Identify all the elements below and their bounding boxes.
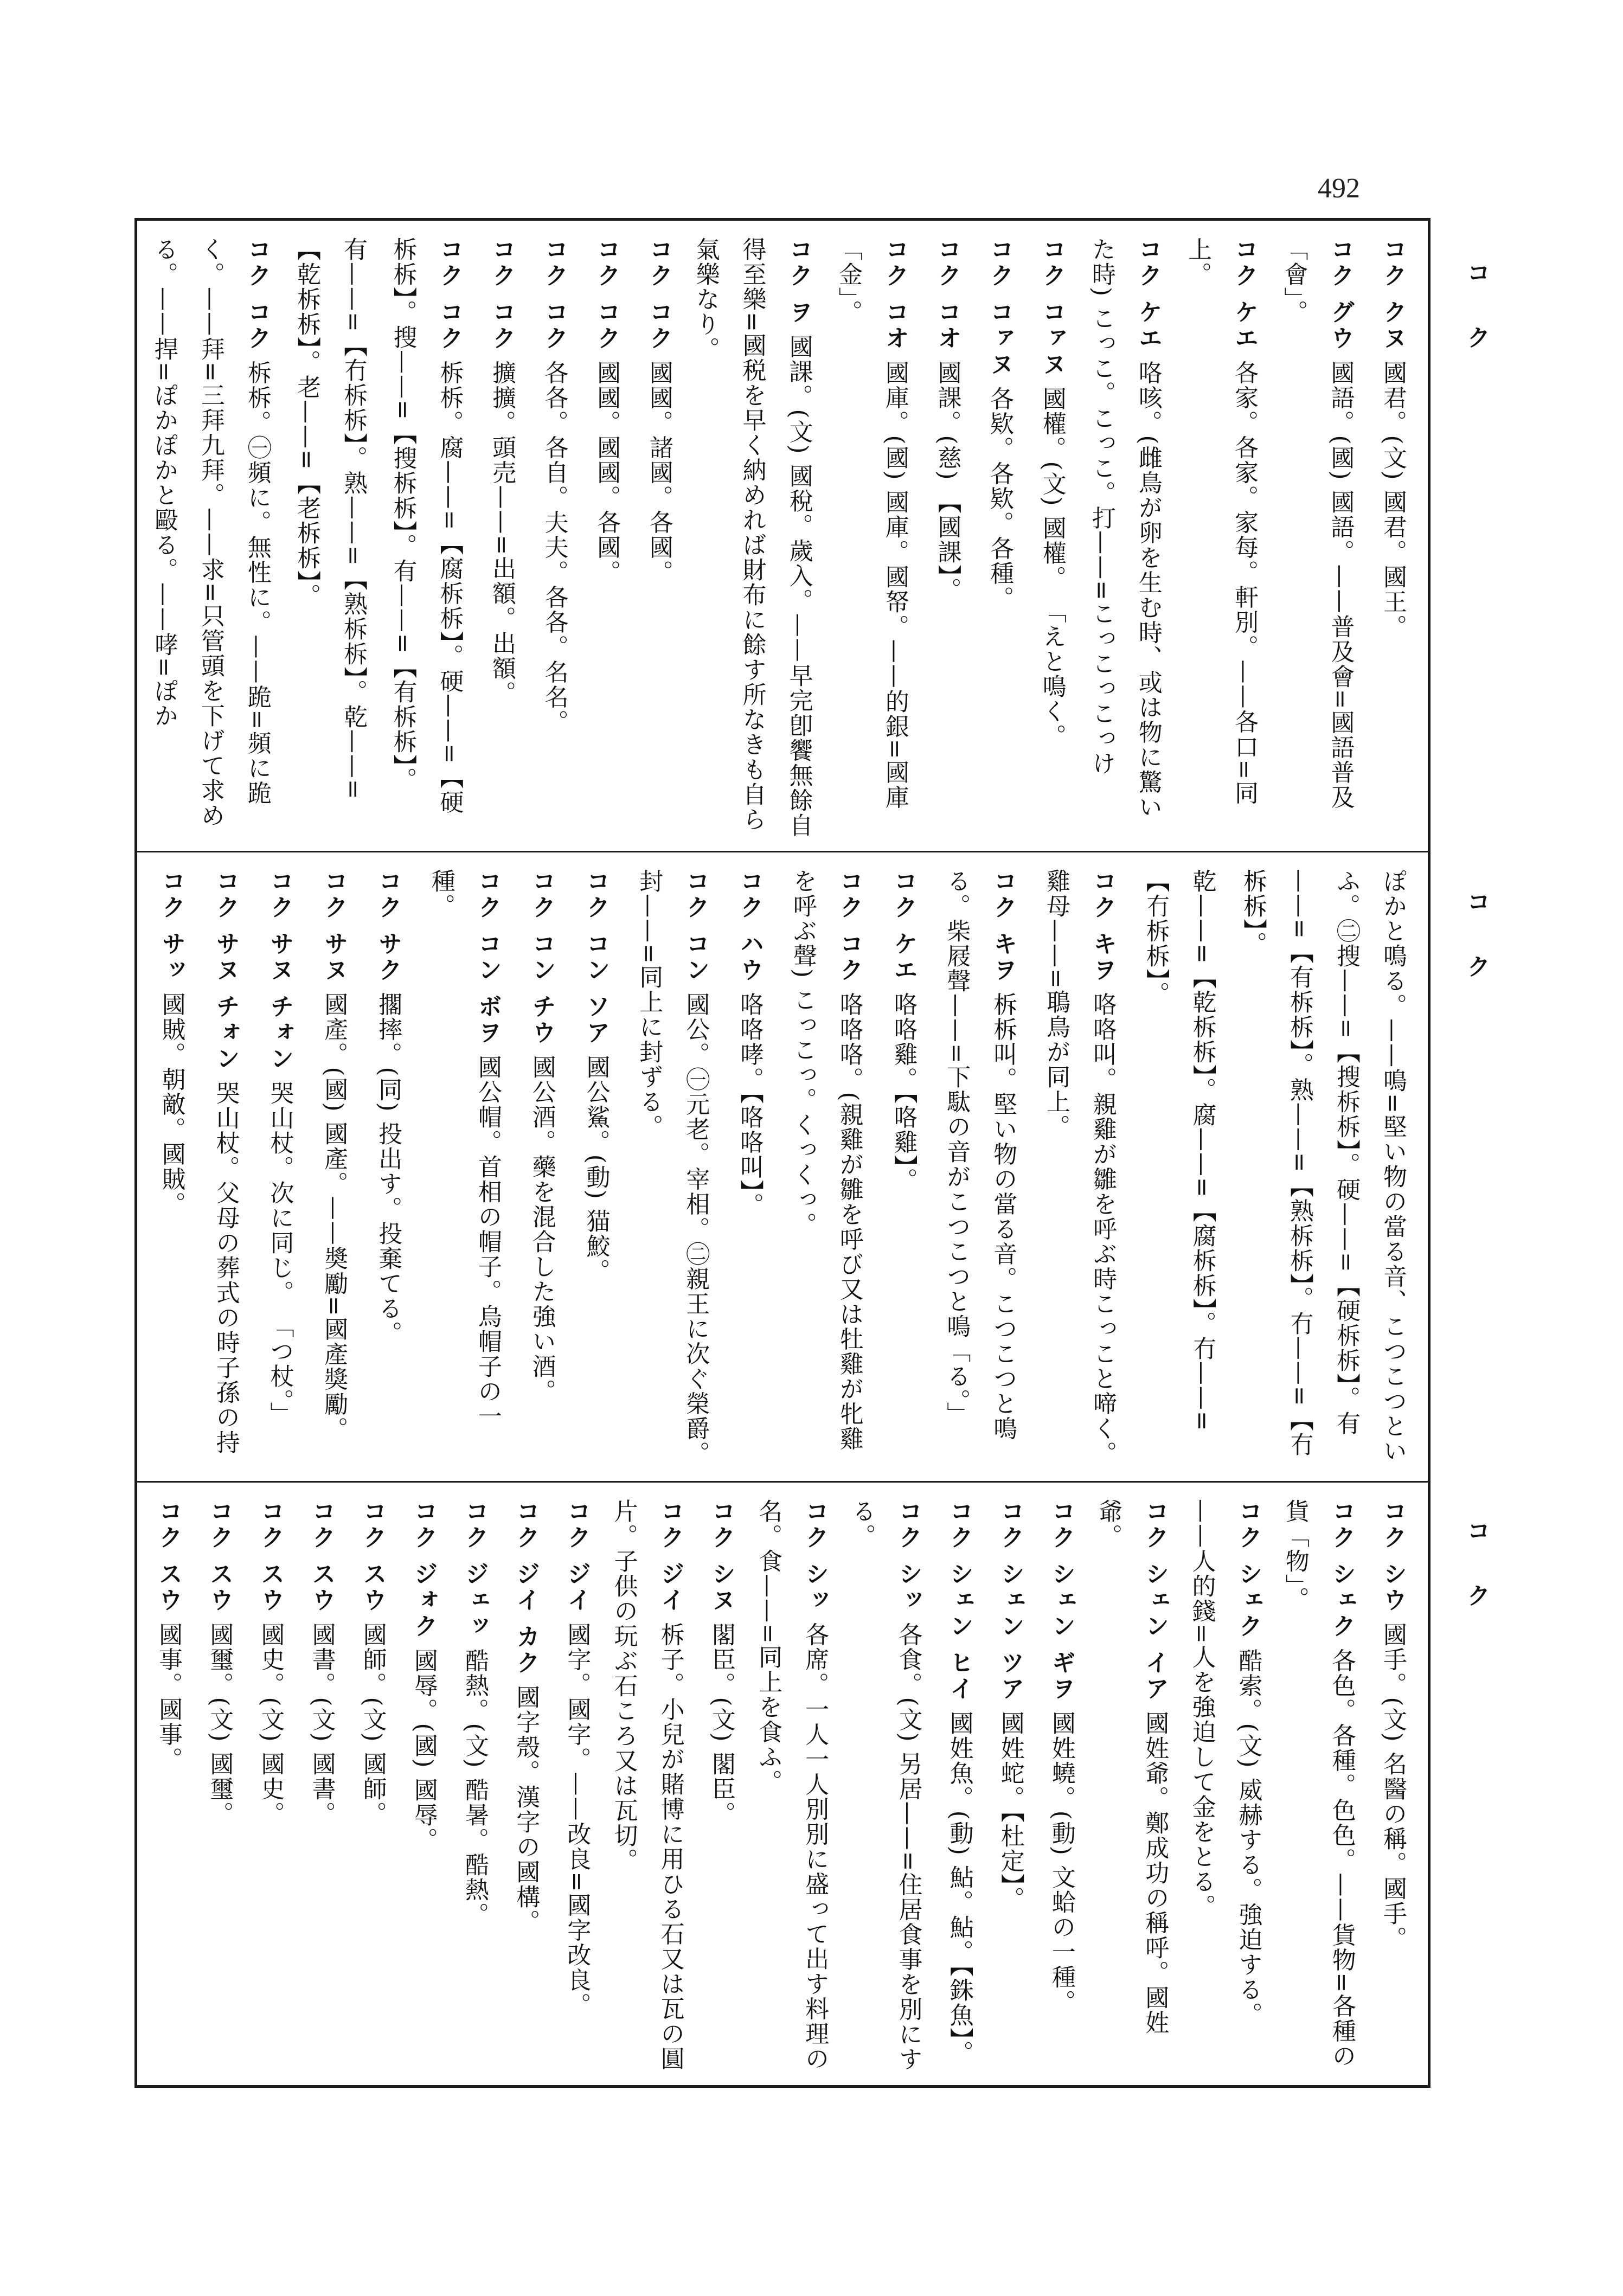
entry-definition: 國公帽。首相の帽子。烏帽子の一種。 [427, 869, 502, 1429]
dictionary-entry [481, 237, 525, 838]
dictionary-entry [519, 869, 565, 1468]
entry-definition: 國國。諸國。各國。 [645, 360, 673, 585]
dictionary-frame [134, 218, 1430, 2088]
entry-definition: 各各。各自。夫夫。各各。名名。 [540, 360, 568, 735]
entry-headword: コク ケエ [1134, 237, 1162, 352]
entry-definition: 咯咯咯。(親雞が雛を呼び又は牡雞が牝雞を呼ぶ聲) こっこっ。くっくっ。 [788, 869, 863, 1452]
entry-headword: コク クヌ [1379, 237, 1407, 352]
entry-definition: 咯咯哮。【咯咯叫】。 [736, 992, 764, 1218]
entry-definition: 酷索。(文) 威赫する。強迫する。——人的錢=人を強迫して金をとる。 [1188, 1499, 1262, 2027]
entry-headword: コク シェン ツア [996, 1499, 1024, 1702]
dictionary-entry [149, 1499, 191, 2072]
entry-headword: コク スウ [358, 1499, 387, 1614]
dictionary-entry [691, 237, 822, 838]
entry-definition: 柝子。小兒が賭博に用ひる石又は瓦の圓片。子供の玩ぶ石ころ又は瓦切。 [610, 1499, 684, 2071]
entry-definition: 國國。國國。各國。 [593, 360, 621, 585]
dictionary-entry [1035, 869, 1126, 1468]
entry-definition: 國權。(文) 國權。 「えと鳴く。 [1038, 386, 1066, 749]
entry-definition: 咯咯叫。親雞が雛を呼ぶ時こっこと啼く。雞母——=鵈鳥が同上。 [1042, 869, 1117, 1466]
dictionary-entry [251, 1499, 293, 2072]
dictionary-entry [311, 869, 357, 1468]
entry-definition: 有——=【冇柝柝】。熟——=【熟柝柝】。乾——=【乾柝柝】。老——=【老柝柝】。 [293, 237, 368, 800]
dictionary-entry [638, 237, 682, 838]
entry-definition: 國產。(國) 國產。——奬勵=國產獎勵。 [320, 992, 348, 1442]
dictionary-entry [727, 869, 773, 1468]
dictionary-entry [149, 237, 280, 838]
entry-definition: 柝柝叫。堅い物の當る音。こつこつと鳴る。柴屐聲——=下駄の音がこつこつと鳴「る。」 [942, 869, 1017, 1441]
entry-headword: コク シェン イア [1141, 1499, 1169, 1702]
entry-headword: コク シッ [894, 1499, 922, 1614]
entry-headword: コク サク [374, 869, 402, 984]
entry-headword: コク シェク [1234, 1499, 1262, 1640]
dictionary-entry [200, 1499, 242, 2072]
entry-headword: コク シェン ヒイ [945, 1499, 973, 1702]
dictionary-entry [354, 1499, 396, 2072]
page-number: 492 [1318, 173, 1360, 204]
dictionary-entry [1042, 1499, 1085, 2072]
entry-definition: 國課。(慈) 【國課】。 [933, 360, 961, 602]
dictionary-entry [1280, 1499, 1365, 2072]
entry-headword: コク スウ [307, 1499, 336, 1614]
dictionary-entry [1031, 237, 1075, 838]
entry-headword: コク ハウ [736, 869, 764, 984]
entry-headword: コク ケエ [889, 869, 918, 984]
entry-headword: コク コク [835, 869, 863, 984]
entry-definition: 國姓魚。(動) 鮎。鮎。【銖魚】。 [945, 1710, 973, 2066]
dictionary-band [137, 851, 1428, 1481]
entry-definition: 國姓蛇。【杜定】。 [996, 1710, 1024, 1912]
entry-definition: 國公。㊀元老。宰相。㊁親王に次ぐ榮爵。封——=同上に封ずる。 [635, 869, 710, 1466]
entry-definition: 國字殼。漢字の國構。 [512, 1684, 540, 1934]
entry-headword: コク ジェッ [461, 1499, 489, 1640]
entry-headword: コク シッ [801, 1499, 829, 1614]
entry-definition: 哭山杖。父母の葬式の時子孫の持 [211, 1080, 240, 1455]
entry-headword: コク スウ [256, 1499, 285, 1614]
entry-headword: コク コク [540, 237, 568, 352]
dictionary-entry [608, 1499, 693, 2072]
running-head: コ ク [1462, 1518, 1490, 1624]
entry-headword: コク コク [645, 237, 673, 352]
entry-headword: コク ヲ [785, 237, 813, 326]
entry-definition: 各食。(文) 另居——=住居食事を別にする。 [848, 1499, 922, 2072]
dictionary-entry [1372, 237, 1416, 838]
entry-definition: 各席。一人一人別別に盛って出す料理の名。食——=同上を食ふ。 [754, 1499, 829, 2071]
entry-definition: 國公酒。藥を混合した強い酒。 [528, 1054, 556, 1404]
dictionary-entry [258, 869, 303, 1468]
dictionary-entry [365, 869, 411, 1468]
dictionary-entry [1276, 237, 1363, 838]
dictionary-entry [1374, 1499, 1416, 2072]
entry-definition: 酷熱。(文) 酷暑。酷熱。 [461, 1648, 489, 1927]
entry-columns [149, 869, 1416, 1468]
dictionary-entry [289, 237, 376, 838]
entry-headword: コク サヌ チォン [266, 869, 294, 1072]
entry-definition: 國事。國事。 [155, 1622, 183, 1772]
dictionary-entry [935, 869, 1027, 1468]
entry-definition: 柝柝。㊀頻に。無性に。——跪=頻に跪く。——拜=三拜九拜。——求=只管頭を下げて求める。——捍=ぽかぽかと毆る。——哮=ぽか [150, 237, 271, 828]
dictionary-entry [1084, 237, 1171, 838]
entry-definition: 國賊。朝敵。國賊。 [157, 992, 185, 1217]
entry-headword: コク コオ [881, 237, 909, 352]
entry-definition: 國課。(文) 國稅。歲入。——早完卽饗無餘自得至樂=國税を早く納めれば財布に餘す所なきも自ら氣樂なり。 [691, 237, 813, 838]
dictionary-entry [506, 1499, 549, 2072]
entry-headword: コク シェク [1327, 1499, 1356, 1640]
entry-definition: 國璽。(文) 國璽。 [206, 1622, 234, 1826]
entry-headword: コク グウ [1326, 237, 1355, 352]
entry-headword: コク スウ [206, 1499, 234, 1614]
entry-headword: コク コン ボヲ [473, 869, 502, 1046]
dictionary-entry [534, 237, 578, 838]
entry-headword: コク シヌ [707, 1499, 735, 1614]
entry-columns [149, 237, 1416, 838]
entry-headword: コク コク [243, 237, 271, 352]
entry-headword: コク ジォク [409, 1499, 438, 1640]
entry-definition: 國姓爺。鄭成功の稱呼。國姓爺。 [1094, 1499, 1169, 2035]
dictionary-entry [846, 1499, 931, 2072]
entry-definition: 各家。各家。家每。軒別。——各口=同上。 [1184, 237, 1259, 806]
entry-headword: コク ジイ [563, 1499, 591, 1614]
entry-headword: コク ジイ カク [512, 1499, 540, 1676]
dictionary-entry [385, 237, 472, 838]
entry-definition: 國手。(文) 名醫の稱。國手。 [1379, 1622, 1407, 1951]
entry-definition: 國史。(文) 國史。 [256, 1622, 285, 1826]
dictionary-entry [781, 869, 873, 1468]
entry-definition: 國庫。(國) 國庫。國帑。——的銀=國庫「金」。 [834, 237, 909, 810]
dictionary-entry [1134, 869, 1226, 1468]
entry-definition: 國姓蟯。(動) 文蛤の一種。 [1047, 1710, 1075, 2015]
dictionary-entry [405, 1499, 447, 2072]
dictionary-entry [991, 1499, 1034, 2072]
entry-headword: コク サッ [157, 869, 185, 984]
entry-definition: 閣臣。(文) 閣臣。 [707, 1622, 735, 1826]
entry-headword: コク コン チウ [528, 869, 556, 1046]
entry-headword: コク コン [682, 869, 710, 984]
dictionary-entry [1180, 237, 1267, 838]
entry-headword: コク キヲ [989, 869, 1017, 984]
dictionary-entry [203, 869, 249, 1468]
entry-headword: コク シェン ギヲ [1047, 1499, 1075, 1702]
entry-definition: 國辱。(國) 國辱。 [409, 1648, 438, 1852]
entry-headword: コク スウ [155, 1499, 183, 1614]
dictionary-entry [302, 1499, 344, 2072]
running-head: コ ク [1462, 260, 1490, 365]
entry-definition: 柝柝。腐——=【腐柝柝】。硬——=【硬柝柝】。搜——=【搜柝柝】。有——=【有柝柝】。 [389, 237, 464, 815]
dictionary-entry [628, 869, 719, 1468]
entry-headword: コク コァヌ [1038, 237, 1066, 378]
entry-definition: 國君。(文) 國君。國王。 [1379, 360, 1407, 639]
entry-headword: コク キヲ [1088, 869, 1117, 984]
dictionary-entry [1186, 1499, 1271, 2072]
entry-definition: 國公鯊。(動) 猫鮫。 [582, 1054, 610, 1284]
entry-definition: 國語。(國) 國語。——普及會=國語普及「會」。 [1280, 237, 1355, 810]
entry-headword: コク コオ [933, 237, 961, 352]
entry-headword: コク コァヌ [986, 237, 1014, 378]
entry-headword: コク サヌ チォン [211, 869, 240, 1072]
entry-headword: コク ジイ [656, 1499, 684, 1614]
entry-definition: ぽかと鳴る。——鳴=堅い物の當る音、こつこつといふ。㊁搜——=【搜柝柝】。硬——=【硬柝柝】。有——=【有柝柝】。熟——=【熟柝柝】。冇——=【冇柝柝】。 [1239, 869, 1407, 1464]
entry-headword: コク コン ソア [582, 869, 610, 1046]
dictionary-entry [831, 237, 918, 838]
dictionary-entry [149, 869, 195, 1468]
entry-headword: コク ケエ [1230, 237, 1259, 352]
dictionary-entry [574, 869, 619, 1468]
dictionary-entry [702, 1499, 745, 2072]
dictionary-entry [456, 1499, 498, 2072]
dictionary-entry [979, 237, 1023, 838]
entry-definition: 各欵。各欵。各種。 [986, 386, 1014, 611]
entry-headword: コク シウ [1379, 1499, 1407, 1614]
entry-headword: コク サヌ [320, 869, 348, 984]
running-head: コ ク [1462, 889, 1490, 995]
dictionary-entry [881, 869, 927, 1468]
dictionary-band [137, 1481, 1428, 2085]
entry-headword: コク コク [593, 237, 621, 352]
dictionary-band [137, 221, 1428, 851]
dictionary-entry [586, 237, 630, 838]
entry-definition: 咯咳。(雌鳥が卵を生む時、或は物に驚いた時) こっこ。こっこ。打——=こっこっこっけ [1087, 237, 1162, 820]
entry-definition: 國書。(文) 國書。 [307, 1622, 336, 1826]
dictionary-entry [1093, 1499, 1178, 2072]
entry-definition: 咯咯雞。【咯雞】。 [889, 992, 918, 1193]
entry-definition: 哭山杖。次に同じ。 「つ杖。」 [266, 1080, 294, 1427]
entry-definition: 各色。各種。色色。——貨物=各種の貨「物」。 [1281, 1499, 1356, 2069]
dictionary-entry [557, 1499, 600, 2072]
dictionary-entry [940, 1499, 982, 2072]
dictionary-entry [753, 1499, 838, 2072]
entry-headword: コク コク [435, 237, 464, 352]
entry-definition: 國師。(文) 國師。 [358, 1622, 387, 1826]
entry-definition: 國字。國字。——改良=國字改良。 [563, 1622, 591, 2018]
entry-definition: 乾——=【乾柝柝】。腐——=【腐柝柝】。冇——=【冇柝柝】。 [1141, 869, 1216, 1432]
entry-columns [149, 1499, 1416, 2072]
entry-headword: コク コク [487, 237, 516, 352]
dictionary-entry [420, 869, 511, 1468]
dictionary-entry [1234, 869, 1416, 1468]
dictionary-entry [927, 237, 971, 838]
entry-definition: 擱摔。(同) 投出す。投棄てる。 [374, 992, 402, 1346]
entry-definition: 擴擴。頭売——=出額。出額。 [487, 360, 516, 706]
